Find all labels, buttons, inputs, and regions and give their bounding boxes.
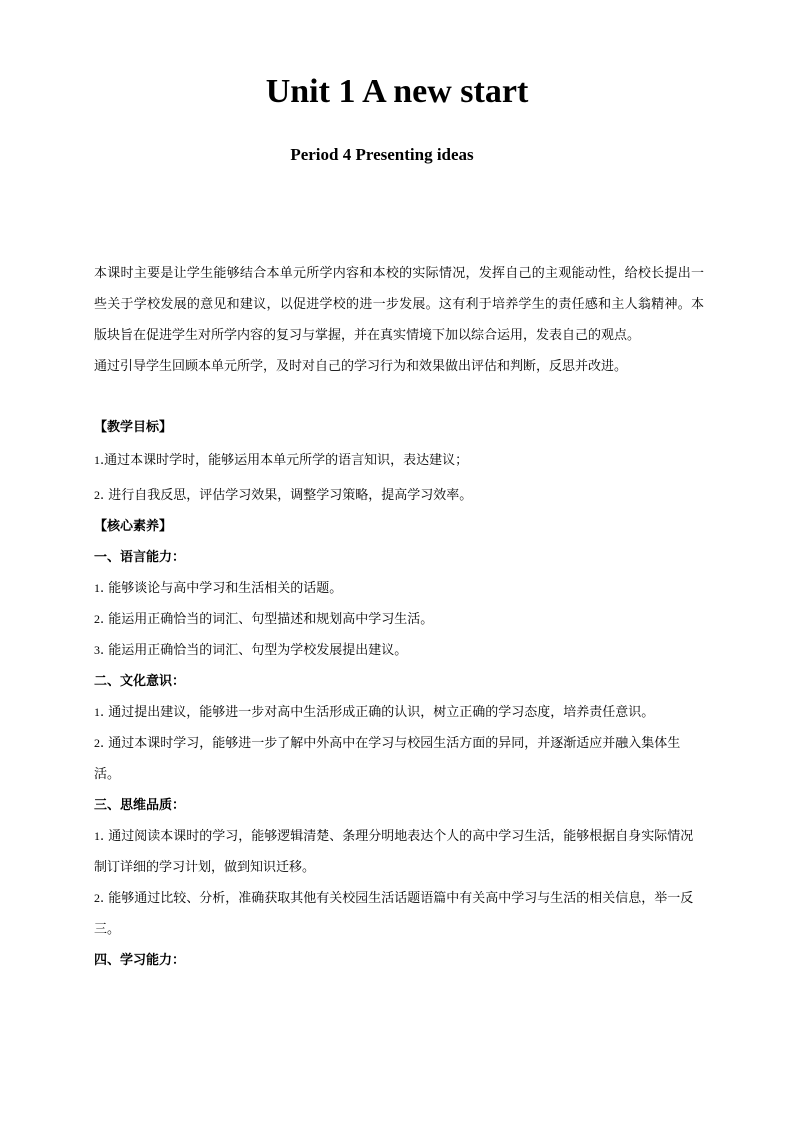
item-text: 能够通过比较、分析，准确获取其他有关校园生活话题语篇中有关高中学习与生活的相关信息，举一反三。	[94, 891, 694, 937]
intro-paragraph: 本课时主要是让学生能够结合本单元所学内容和本校的实际情况，发挥自己的主观能动性，给校长提出一些关于学校发展的意见和建议，以促进学校的进一步发展。这有利于培养学生的责任感和主人翁精神。本版块旨在促进学生对所学内容的复习与掌握，并在真实情境下加以综合运用，发表自己的观点。	[94, 266, 704, 343]
list-item	[94, 573, 704, 604]
item-text: 通过提出建议，能够进一步对高中生活形成正确的认识，树立正确的学习态度，培养责任意识。	[108, 705, 655, 720]
item-number: 1	[94, 705, 100, 719]
item-separator: .	[100, 453, 105, 468]
list-item	[94, 445, 704, 476]
item-text: 通过阅读本课时的学习，能够逻辑清楚、条理分明地表达个人的高中学习生活，能够根据自身实际情况制订详细的学习计划，做到知识迁移。	[94, 829, 694, 875]
core-literacy-heading: 【核心素养】	[94, 519, 173, 534]
list-item	[94, 821, 704, 883]
item-text: 能运用正确恰当的词汇、句型描述和规划高中学习生活。	[108, 612, 434, 627]
item-separator: .	[100, 612, 109, 627]
item-separator: .	[100, 705, 109, 720]
document-body	[94, 258, 704, 976]
item-number: 1	[94, 453, 100, 467]
item-text: 能运用正确恰当的词汇、句型为学校发展提出建议。	[108, 643, 408, 658]
list-item	[94, 728, 704, 790]
item-text: 通过本课时学时，能够运用本单元所学的语言知识，表达建议；	[104, 453, 469, 468]
item-separator: .	[100, 891, 109, 906]
document-subtitle: Period 4 Presenting ideas	[290, 145, 474, 164]
item-number: 1	[94, 829, 100, 843]
section-heading: 四、学习能力：	[94, 953, 186, 968]
item-text: 通过本课时学习，能够进一步了解中外高中在学习与校园生活方面的异同，并逐渐适应并融入集体生活。	[94, 736, 681, 782]
section-heading: 一、语言能力：	[94, 550, 186, 565]
item-number: 2	[94, 891, 100, 905]
item-number: 2	[94, 736, 100, 750]
list-item	[94, 697, 704, 728]
item-number: 3	[94, 643, 100, 657]
item-number: 2	[94, 612, 100, 626]
item-separator: .	[100, 488, 109, 503]
list-item	[94, 604, 704, 635]
item-text: 能够谈论与高中学习和生活相关的话题。	[108, 581, 343, 596]
item-separator: .	[100, 581, 109, 596]
section-heading: 二、文化意识：	[94, 674, 186, 689]
item-separator: .	[100, 829, 109, 844]
item-number: 2	[94, 488, 100, 502]
item-number: 1	[94, 581, 100, 595]
teaching-goals-heading: 【教学目标】	[94, 420, 173, 435]
item-separator: .	[100, 643, 109, 658]
item-separator: .	[100, 736, 109, 751]
document-title: Unit 1 A new start	[265, 73, 529, 110]
list-item	[94, 480, 704, 511]
item-text: 进行自我反思，评估学习效果，调整学习策略，提高学习效率。	[108, 488, 473, 503]
section-heading: 三、思维品质：	[94, 798, 186, 813]
list-item	[94, 883, 704, 945]
intro-paragraph: 通过引导学生回顾本单元所学，及时对自己的学习行为和效果做出评估和判断，反思并改进。	[94, 359, 628, 374]
list-item	[94, 635, 704, 666]
